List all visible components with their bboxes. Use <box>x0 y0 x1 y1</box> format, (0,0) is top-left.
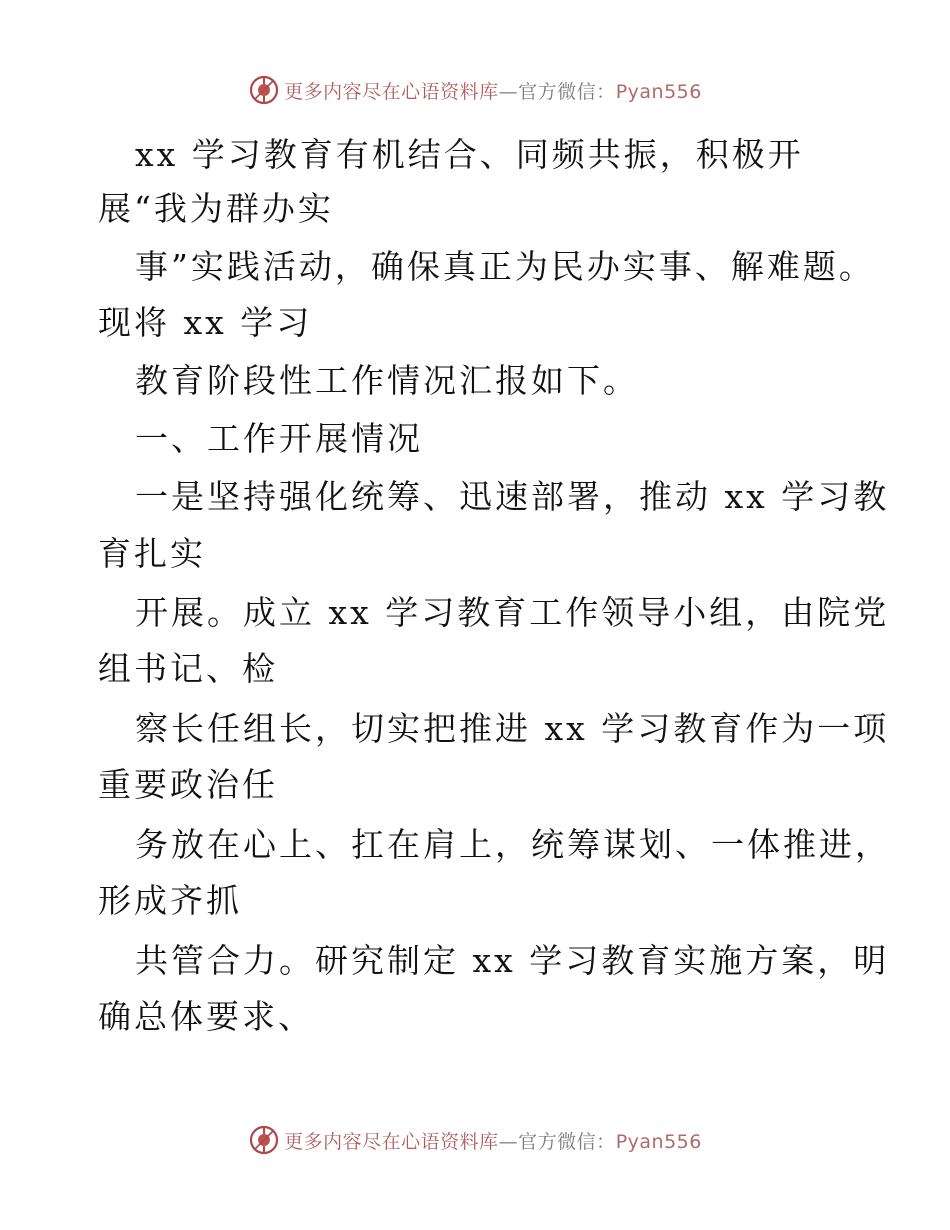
paragraph-line: 共管合力。研究制定 xx 学习教育实施方案，明 <box>135 941 890 980</box>
paragraph-line: 展“我为群办实 <box>98 189 334 228</box>
watermark-text: 更多内容尽在心语资料库—官方微信：Pyan556 <box>284 1130 702 1153</box>
watermark-bottom <box>0 1120 950 1160</box>
paragraph-line: 教育阶段性工作情况汇报如下。 <box>135 361 639 400</box>
section-heading: 一、工作开展情况 <box>135 419 423 458</box>
paragraph-line: 察长任组长，切实把推进 xx 学习教育作为一项 <box>135 709 890 748</box>
watermark-top <box>0 70 950 110</box>
paragraph-line: xx 学习教育有机结合、同频共振，积极开 <box>135 135 804 174</box>
paragraph-line: 形成齐抓 <box>98 881 242 920</box>
paragraph-line: 现将 xx 学习 <box>98 303 313 342</box>
brand-logo-icon <box>248 1124 280 1156</box>
paragraph-line: 务放在心上、扛在肩上，统筹谋划、一体推进， <box>135 825 891 864</box>
paragraph-line: 组书记、检 <box>98 649 278 688</box>
paragraph-line: 开展。成立 xx 学习教育工作领导小组，由院党 <box>135 593 890 632</box>
paragraph-line: 重要政治任 <box>98 765 278 804</box>
paragraph-line: 一是坚持强化统筹、迅速部署，推动 xx 学习教 <box>135 477 890 516</box>
brand-logo-icon <box>248 74 280 106</box>
paragraph-line: 确总体要求、 <box>98 997 314 1036</box>
watermark-text: 更多内容尽在心语资料库—官方微信：Pyan556 <box>284 80 702 103</box>
paragraph-line: 育扎实 <box>98 534 206 573</box>
paragraph-line: 事”实践活动，确保真正为民办实事、解难题。 <box>135 247 875 286</box>
